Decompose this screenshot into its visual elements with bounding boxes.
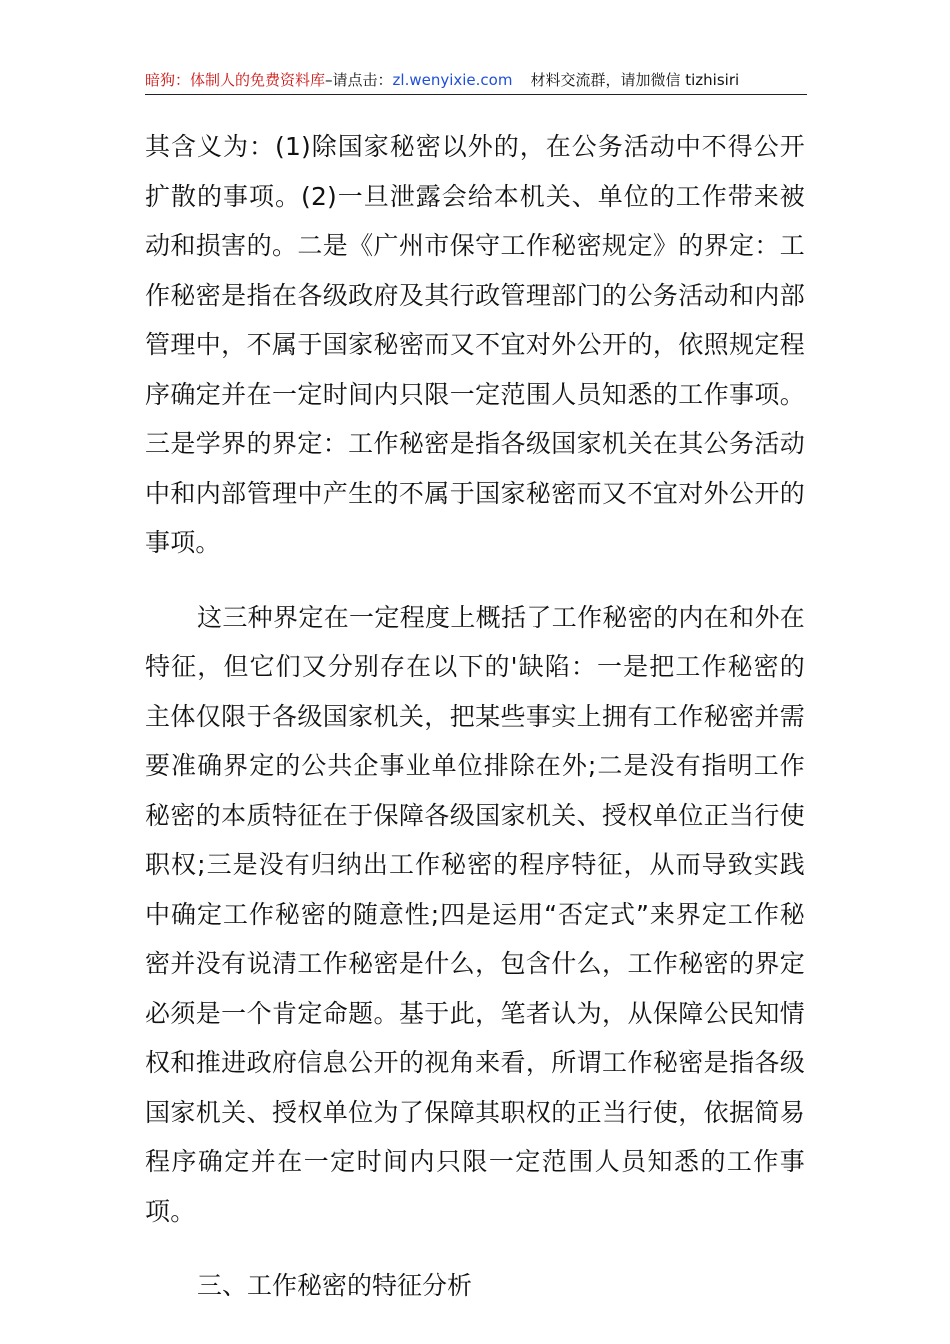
paragraph-analysis: 这三种界定在一定程度上概括了工作秘密的内在和外在特征，但它们又分别存在以下的'缺陷：一是把工作秘密的主体仅限于各级国家机关，把某些事实上拥有工作秘密并需要准确界定的公共企事业单位排除在外;二是没有指明工作秘密的本质特征在于保障各级国家机关、授权单位正当行使职权;三是没有归纳出工作秘密的程序特征，从而导致实践中确定工作秘密的随意性;四是运用“否定式”来界定工作秘密并没有说清工作秘密是什么，包含什么，工作秘密的界定必须是一个肯定命题。基于此，笔者认为，从保障公民知情权和推进政府信息公开的视角来看，所谓工作秘密是指各级国家机关、授权单位为了保障其职权的正当行使，依据简易程序确定并在一定时间内只限一定范围人员知悉的工作事项。	[145, 602, 805, 1226]
header-link[interactable]: zl.wenyixie.com	[392, 71, 513, 89]
document-body	[145, 122, 805, 1311]
page-header	[145, 66, 807, 95]
header-brand: 暗狗：体制人的免费资料库	[145, 71, 326, 89]
section-heading: 三、工作秘密的特征分析	[197, 1271, 473, 1300]
header-prompt: –请点击：	[325, 71, 393, 89]
header-note: 材料交流群，请加微信 tizhisiri	[530, 71, 740, 89]
paragraph-definitions: 其含义为：(1)除国家秘密以外的，在公务活动中不得公开扩散的事项。(2)一旦泄露会给本机关、单位的工作带来被动和损害的。二是《广州市保守工作秘密规定》的界定：工作秘密是指在各级政府及其行政管理部门的公务活动和内部管理中，不属于国家秘密而又不宜对外公开的，依照规定程序确定并在一定时间内只限一定范围人员知悉的工作事项。三是学界的界定：工作秘密是指各级国家机关在其公务活动中和内部管理中产生的不属于国家秘密而又不宜对外公开的事项。	[145, 132, 805, 557]
